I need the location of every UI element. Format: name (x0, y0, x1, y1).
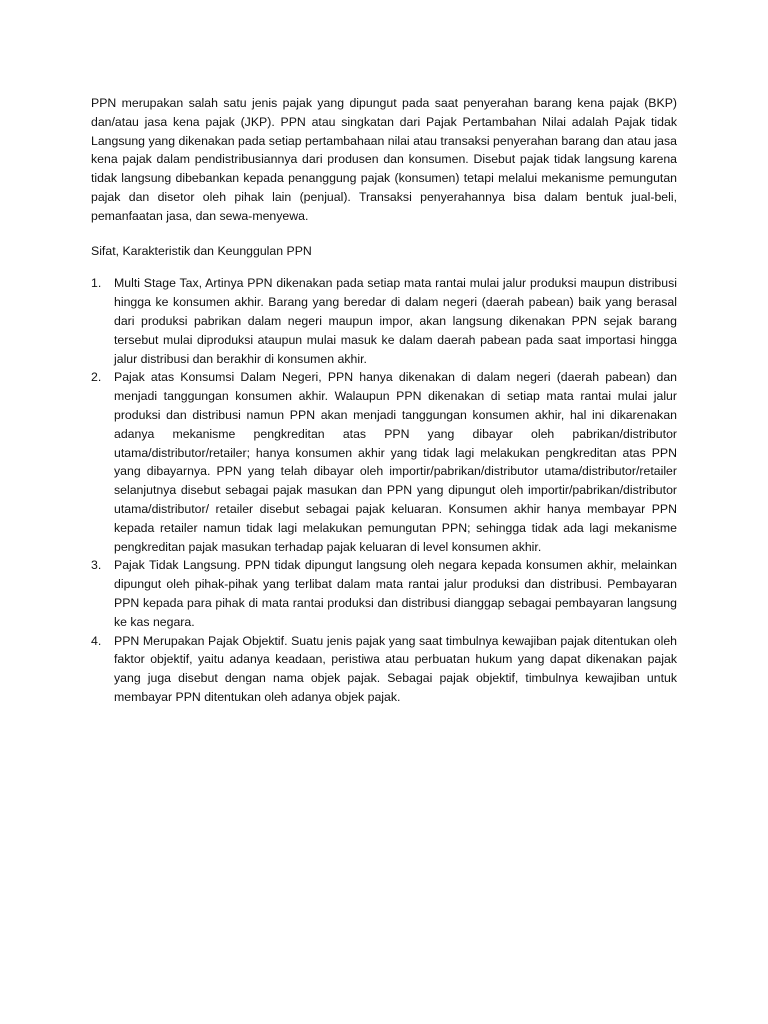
list-item-text: Pajak atas Konsumsi Dalam Negeri, PPN hanya dikenakan di dalam negeri (daerah pabean) dan menjadi tanggungan konsumen akhir. Walaupun PPN dikenakan di setiap mata rantai mulai jalur produksi dan distribusi namun PPN akan menjadi tanggungan konsumen akhir, hal ini dikarenakan adanya mekanisme pengkreditan atas PPN yang dibayar oleh pabrikan/distributor utama/distributor/retailer; hanya konsumen akhir yang tidak lagi melakukan pengkreditan atas PPN yang dibayarnya. PPN yang telah dibayar oleh importir/pabrikan/distributor utama/distributor/retailer selanjutnya disebut sebagai pajak masukan dan PPN yang dipungut oleh importir/pabrikan/distributor utama/distributor/ retailer disebut sebagai pajak keluaran. Konsumen akhir hanya membayar PPN kepada retailer namun tidak lagi melakukan pemungutan PPN; sehingga tidak ada lagi mekanisme pengkreditan pajak masukan terhadap pajak keluaran di level konsumen akhir. (114, 370, 677, 554)
document-body (91, 94, 677, 707)
list-item-text: PPN Merupakan Pajak Objektif. Suatu jenis pajak yang saat timbulnya kewajiban pajak ditentukan oleh faktor objektif, yaitu adanya keadaan, peristiwa atau perbuatan hukum yang dapat dikenakan pajak yang juga disebut dengan nama objek pajak. Sebagai pajak objektif, timbulnya kewajiban untuk membayar PPN ditentukan oleh adanya objek pajak. (114, 633, 677, 704)
list-item-text: Pajak Tidak Langsung. PPN tidak dipungut langsung oleh negara kepada konsumen akhir, melainkan dipungut oleh pihak-pihak yang terlibat dalam mata rantai jalur produksi dan distribusi. Pembayaran PPN kepada para pihak di mata rantai produksi dan distribusi dianggap sebagai pembayaran langsung ke kas negara. (114, 558, 677, 629)
list-item (91, 274, 677, 368)
section-heading: Sifat, Karakteristik dan Keunggulan PPN (91, 243, 312, 258)
list-item-number: 4. (91, 633, 102, 648)
list-item (91, 556, 677, 631)
list-item-text: Multi Stage Tax, Artinya PPN dikenakan pada setiap mata rantai mulai jalur produksi maupun distribusi hingga ke konsumen akhir. Barang yang beredar di dalam negeri (daerah pabean) baik yang berasal dari produksi pabrikan dalam negeri maupun impor, akan langsung dikenakan PPN sejak barang tersebut mulai diproduksi ataupun mulai masuk ke dalam daerah pabean pada saat importasi hingga jalur distribusi dan berakhir di konsumen akhir. (114, 276, 677, 366)
characteristics-list (91, 274, 677, 706)
list-item-number: 3. (91, 558, 102, 573)
list-item-number: 2. (91, 370, 102, 385)
list-item (91, 368, 677, 556)
intro-paragraph: PPN merupakan salah satu jenis pajak yang dipungut pada saat penyerahan barang kena pajak (BKP) dan/atau jasa kena pajak (JKP). PPN atau singkatan dari Pajak Pertambahan Nilai adalah Pajak tidak Langsung yang dikenakan pada setiap pertambahaan nilai atau transaksi penyerahan barang dan atau jasa kena pajak dalam pendistribusiannya dari produsen dan konsumen. Disebut pajak tidak langsung karena tidak langsung dibebankan kepada penanggung pajak (konsumen) tetapi melalui mekanisme pemungutan pajak dan disetor oleh pihak lain (penjual). Transaksi penyerahannya bisa dalam bentuk jual-beli, pemanfaatan jasa, dan sewa-menyewa. (91, 96, 677, 223)
list-item-number: 1. (91, 276, 102, 291)
list-item (91, 632, 677, 707)
